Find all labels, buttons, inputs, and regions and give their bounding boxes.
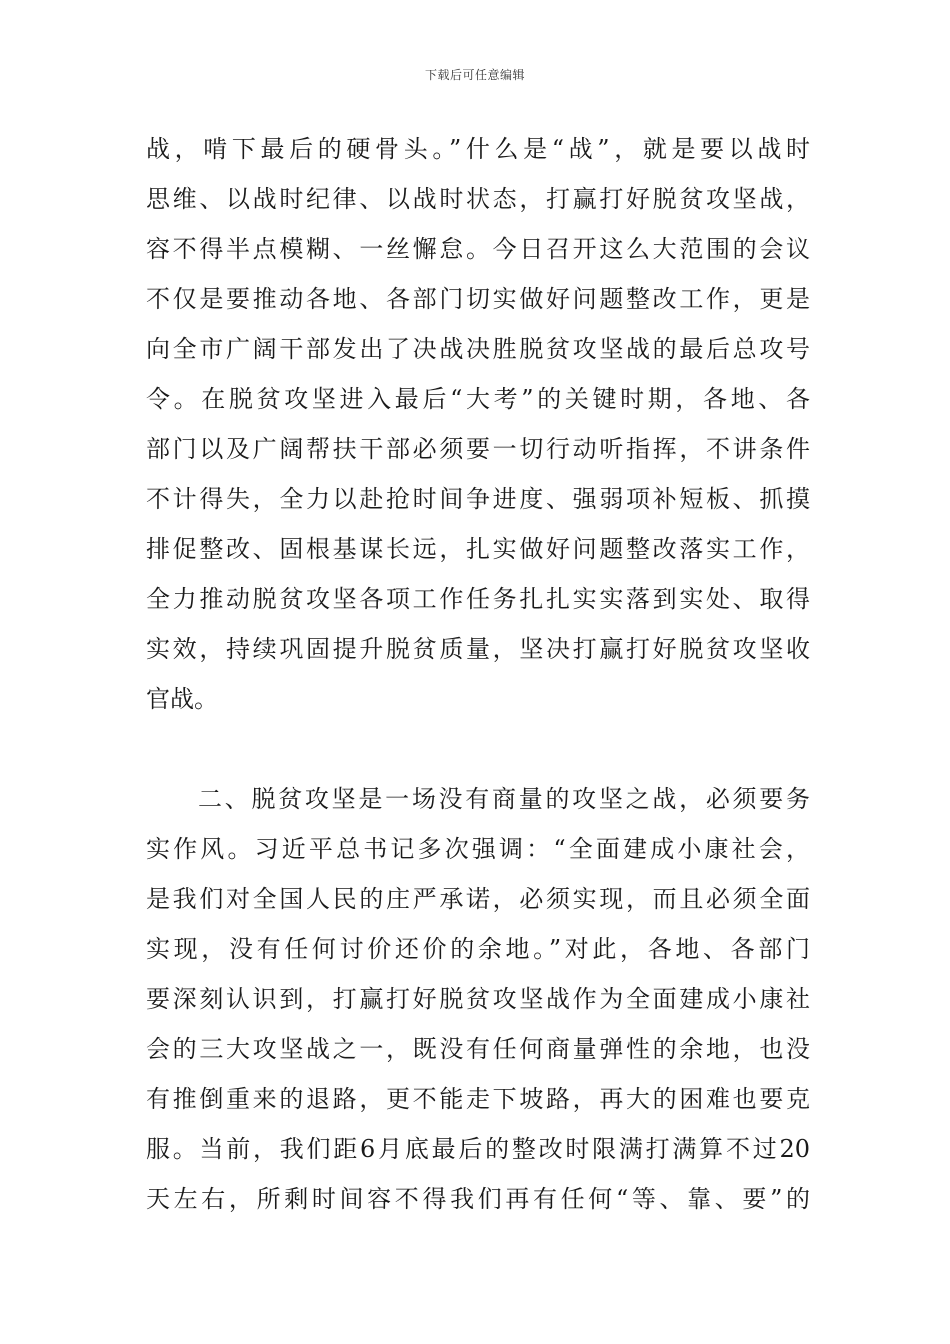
text-line: 服。当前，我们距6月底最后的整改时限满打满算不过20	[146, 1135, 810, 1163]
paragraph-1	[146, 124, 810, 724]
text-line: 全力推动脱贫攻坚各项工作任务扎扎实实落到实处、取得	[146, 585, 810, 613]
text-line: 不计得失，全力以赴抢时间争进度、强弱项补短板、抓摸	[146, 485, 810, 513]
text-line: 部门以及广阔帮扶干部必须要一切行动听指挥，不讲条件	[146, 435, 810, 463]
text-line: 战，啃下最后的硬骨头。”什么是“战”，就是要以战时	[146, 135, 810, 163]
text-line: 容不得半点模糊、一丝懈怠。今日召开这么大范围的会议	[146, 235, 810, 263]
text-line: 思维、以战时纪律、以战时状态，打赢打好脱贫攻坚战，	[146, 185, 810, 213]
text-line: 要深刻认识到，打赢打好脱贫攻坚战作为全面建成小康社	[146, 985, 810, 1013]
text-line: 会的三大攻坚战之一，既没有任何商量弹性的余地，也没	[146, 1035, 810, 1063]
text-line: 实现，没有任何讨价还价的余地。”对此，各地、各部门	[146, 935, 810, 963]
paragraph-2	[146, 774, 810, 1224]
text-line: 官战。	[146, 685, 218, 713]
text-line: 二、脱贫攻坚是一场没有商量的攻坚之战，必须要务	[198, 785, 810, 813]
text-line: 是我们对全国人民的庄严承诺，必须实现，而且必须全面	[146, 885, 810, 913]
text-line: 向全市广阔干部发出了决战决胜脱贫攻坚战的最后总攻号	[146, 335, 810, 363]
page-header: 下载后可任意编辑	[424, 68, 525, 82]
text-line: 实效，持续巩固提升脱贫质量，坚决打赢打好脱贫攻坚收	[146, 635, 810, 663]
text-line: 不仅是要推动各地、各部门切实做好问题整改工作，更是	[146, 285, 810, 313]
text-line: 排促整改、固根基谋长远，扎实做好问题整改落实工作，	[146, 535, 810, 563]
text-line: 有推倒重来的退路，更不能走下坡路，再大的困难也要克	[146, 1085, 810, 1113]
text-line: 实作风。习近平总书记多次强调：“全面建成小康社会，	[146, 835, 810, 863]
text-line: 令。在脱贫攻坚进入最后“大考”的关键时期，各地、各	[146, 385, 810, 413]
text-line: 天左右，所剩时间容不得我们再有任何“等、靠、要”的	[146, 1185, 810, 1213]
